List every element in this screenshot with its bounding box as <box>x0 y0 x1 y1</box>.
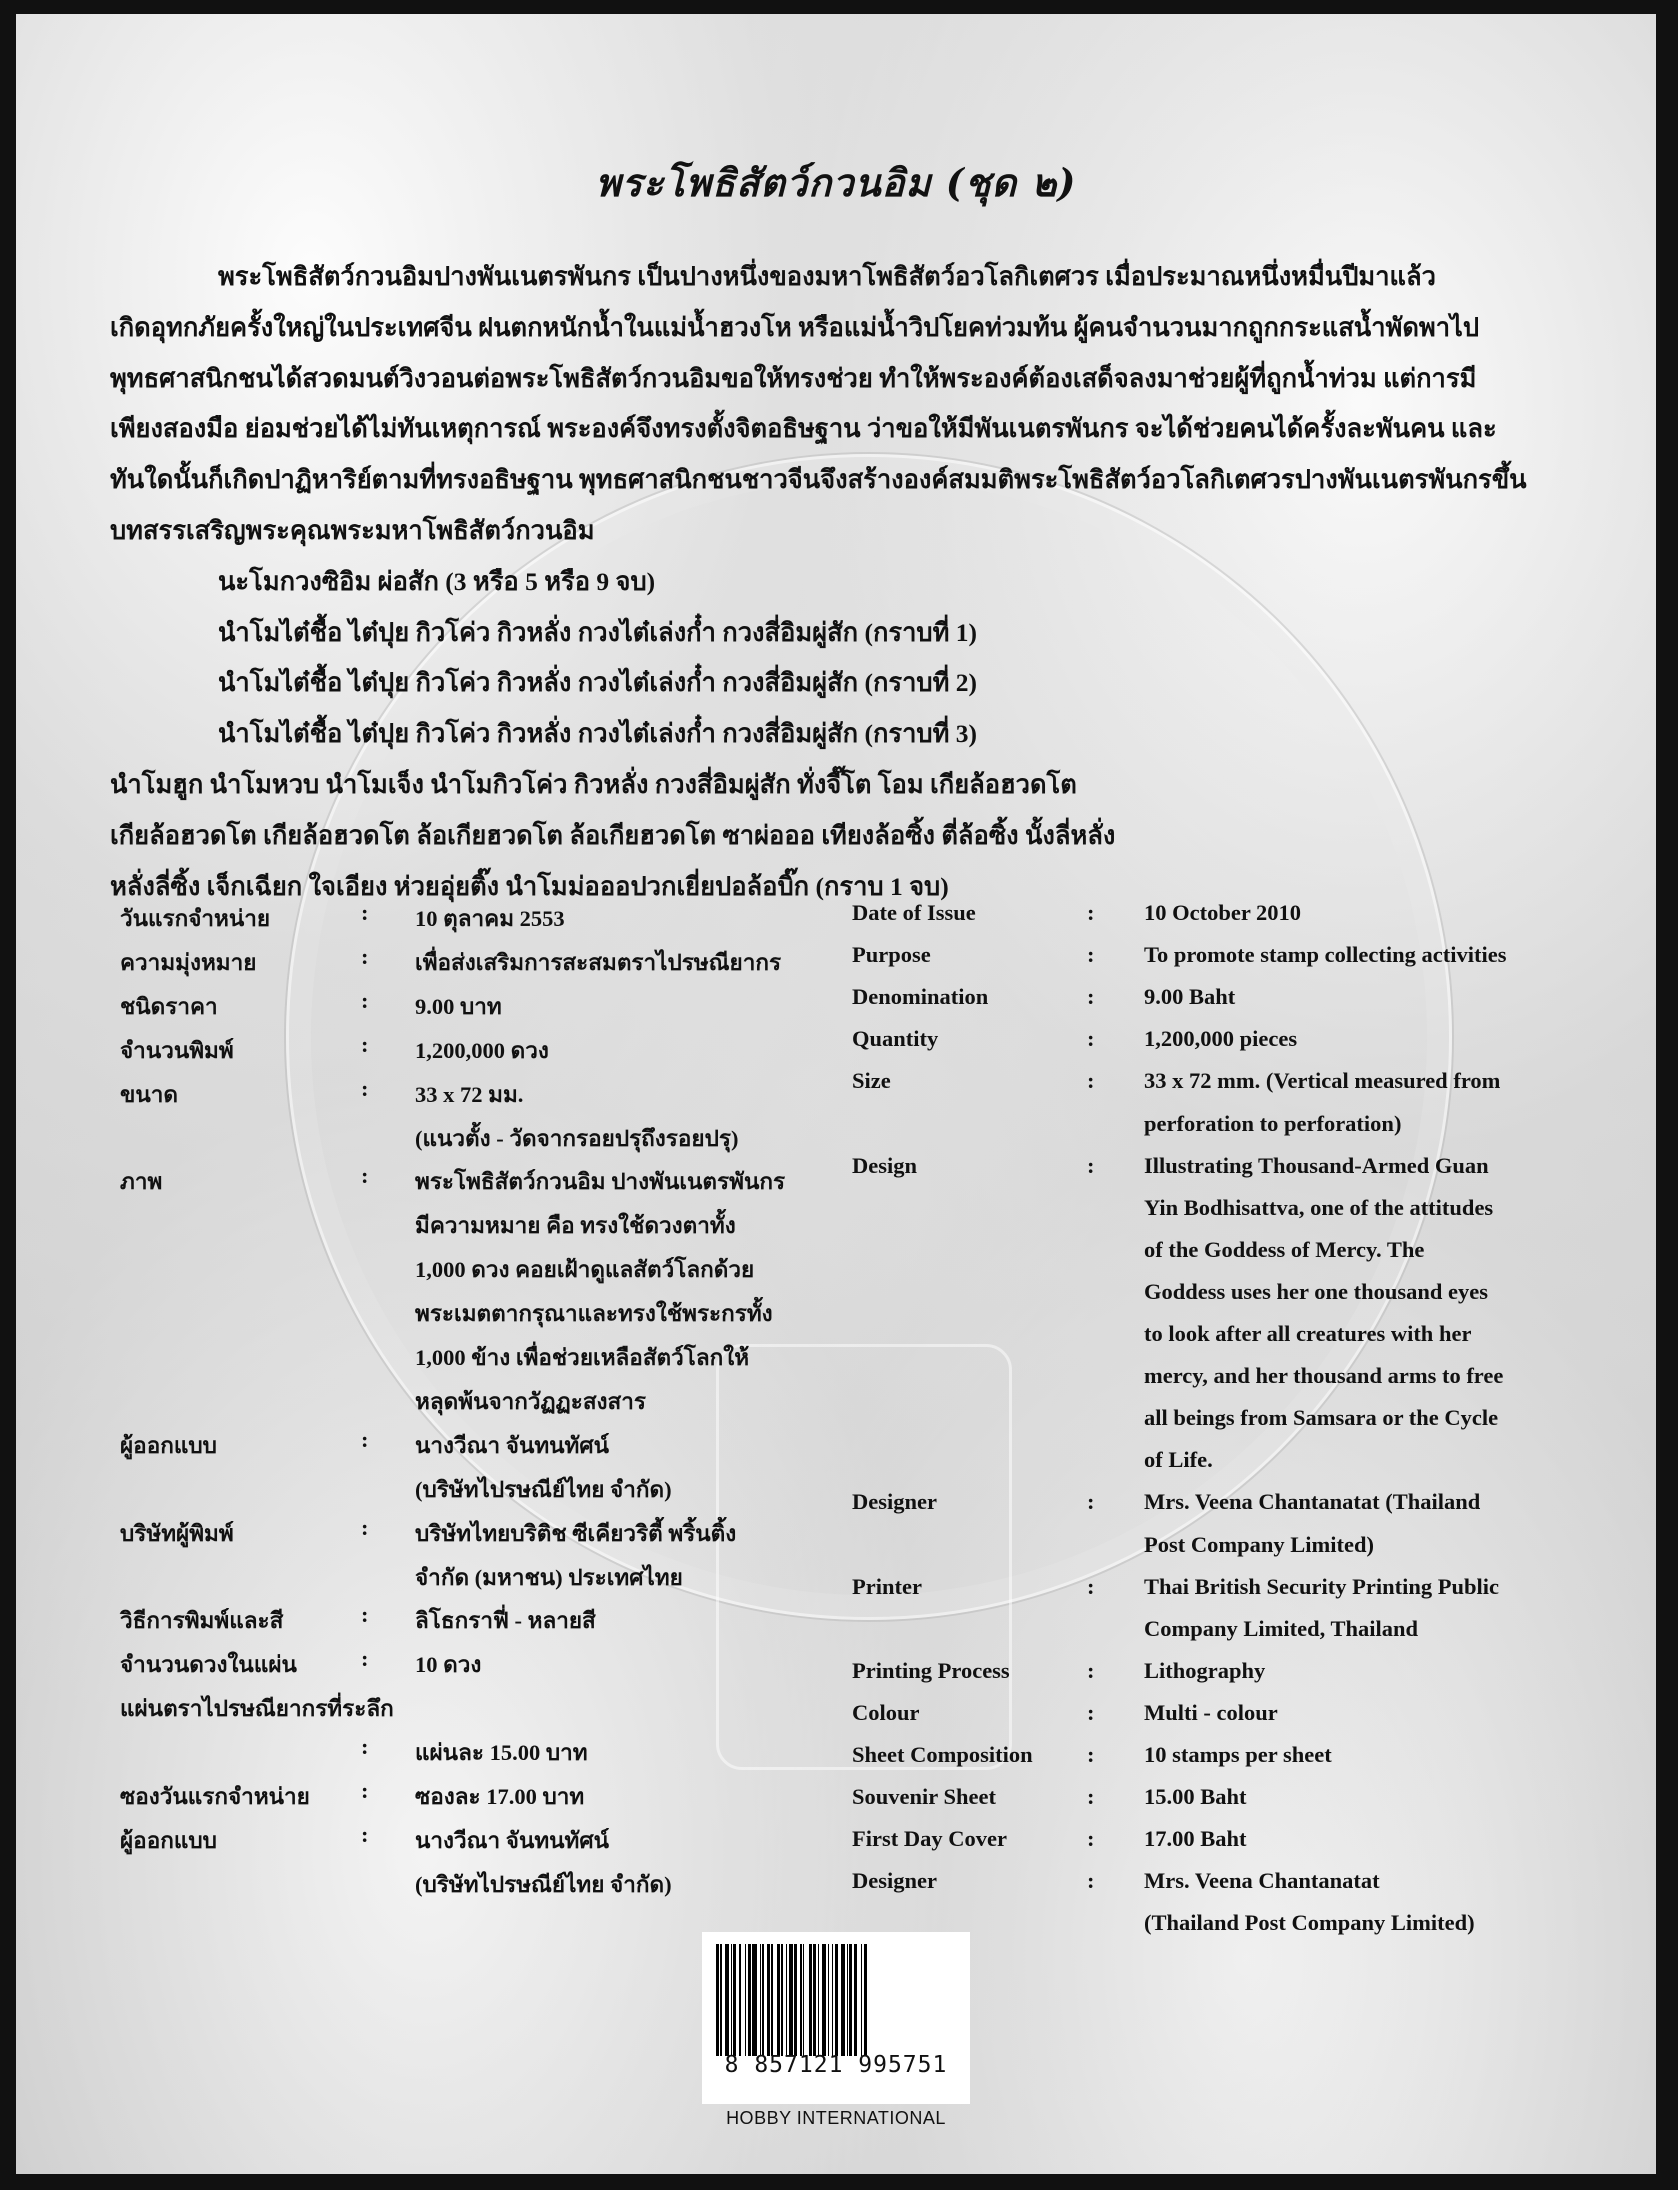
detail-label: Size <box>852 1068 891 1094</box>
detail-value: 1,200,000 pieces <box>1144 1026 1298 1052</box>
barcode-bar <box>854 1944 857 2056</box>
detail-value: 15.00 Baht <box>1144 1784 1247 1810</box>
detail-value: Mrs. Veena Chantanatat (Thailand <box>1144 1489 1481 1515</box>
detail-colon: : <box>361 1031 369 1057</box>
detail-label: Designer <box>852 1868 937 1894</box>
detail-value: ซองละ 17.00 บาท <box>415 1784 585 1809</box>
detail-value: of Life. <box>1144 1447 1213 1473</box>
barcode-bar <box>725 1944 729 2056</box>
detail-label: ขนาด <box>120 1081 179 1107</box>
barcode-bar <box>800 1944 801 2056</box>
barcode-bar <box>861 1944 862 2056</box>
detail-label: จำนวนพิมพ์ <box>120 1037 234 1063</box>
detail-value: perforation to perforation) <box>1144 1110 1402 1136</box>
detail-value: พระเมตตากรุณาและทรงใช้พระกรทั้ง <box>415 1301 773 1327</box>
page-title: พระโพธิสัตว์กวนอิม (ชุด ๒) <box>595 160 1077 205</box>
detail-value: mercy, and her thousand arms to free <box>1144 1363 1504 1389</box>
detail-colon: : <box>1087 1573 1095 1599</box>
barcode-bar <box>847 1944 848 2056</box>
detail-colon: : <box>361 1778 369 1803</box>
detail-value: Post Company Limited) <box>1144 1531 1374 1557</box>
detail-label: Date of Issue <box>852 900 976 925</box>
detail-label: Designer <box>852 1489 937 1515</box>
barcode-bar <box>822 1944 826 2056</box>
detail-label: ภาพ <box>120 1169 163 1195</box>
detail-value: 1,000 ข้าง เพื่อช่วยเหลือสัตว์โลกให้ <box>415 1345 750 1370</box>
barcode-bars <box>716 1944 956 2056</box>
detail-colon: : <box>1087 1026 1095 1052</box>
detail-label: First Day Cover <box>852 1826 1007 1852</box>
barcode-bar <box>762 1944 763 2056</box>
barcode-bar <box>760 1944 761 2056</box>
detail-colon: : <box>1087 1868 1095 1894</box>
detail-label: Design <box>852 1152 918 1178</box>
barcode-bar <box>731 1944 732 2056</box>
detail-colon: : <box>361 1821 369 1847</box>
detail-value: 9.00 Baht <box>1144 984 1236 1010</box>
detail-value: 33 x 72 มม. <box>415 1081 524 1107</box>
detail-value: 1,200,000 ดวง <box>415 1037 549 1063</box>
detail-value: all beings from Samsara or the Cycle <box>1144 1405 1499 1431</box>
barcode-bar <box>752 1944 756 2056</box>
detail-value: หลุดพ้นจากวัฏฏะสงสาร <box>415 1388 646 1414</box>
chant-line: นำโมไต๋ชื้อ ไต๋ปุย กิวโค่ว กิวหลั่ง กวงไต๋เล่งก๋ำ กวงสี่อิมผู่สัก (กราบที่ 2) <box>218 668 978 698</box>
publisher-name: HOBBY INTERNATIONAL <box>726 2108 946 2128</box>
detail-colon: : <box>1087 1152 1095 1178</box>
detail-value: 10 October 2010 <box>1144 900 1302 925</box>
detail-value: 10 ตุลาคม 2553 <box>415 906 565 931</box>
intro-text <box>110 252 1590 912</box>
barcode-number: 8 857121 995751 <box>724 2052 948 2078</box>
detail-label: วันแรกจำหน่าย <box>120 906 271 931</box>
detail-value: เพื่อส่งเสริมการสะสมตราไปรษณียากร <box>415 949 782 975</box>
barcode-bar <box>745 1944 746 2056</box>
detail-label: ผู้ออกแบบ <box>120 1432 217 1458</box>
intro-line: พุทธศาสนิกชนได้สวดมนต์วิงวอนต่อพระโพธิสัตว์กวนอิมขอให้ทรงช่วย ทำให้พระองค์ต้องเสด็จลงมาช่วยผู้ที่ถูกน้ำท่วม แต่การมี <box>110 363 1477 393</box>
detail-colon: : <box>1087 1826 1095 1852</box>
detail-value: 9.00 บาท <box>415 993 502 1019</box>
barcode-bar <box>849 1944 852 2056</box>
barcode-bar <box>716 1944 719 2056</box>
barcode-bar <box>786 1944 787 2056</box>
detail-label: Sheet Composition <box>852 1742 1033 1767</box>
detail-label: แผ่นตราไปรษณียากรที่ระลึก <box>120 1696 394 1722</box>
thai-details-table <box>120 900 820 1930</box>
detail-value: Mrs. Veena Chantanatat <box>1144 1868 1380 1894</box>
detail-colon: : <box>1087 900 1095 925</box>
detail-colon: : <box>1087 1657 1095 1683</box>
detail-label: วิธีการพิมพ์และสี <box>120 1608 284 1634</box>
detail-value: Yin Bodhisattva, one of the attitudes <box>1144 1194 1494 1220</box>
barcode-bar <box>832 1944 833 2056</box>
barcode-bar <box>813 1944 816 2056</box>
detail-colon: : <box>361 987 369 1013</box>
barcode-bar <box>771 1944 772 2056</box>
detail-colon: : <box>1087 1489 1095 1515</box>
detail-value: มีความหมาย คือ ทรงใช้ดวงตาทั้ง <box>415 1213 736 1239</box>
detail-value: Thai British Security Printing Public <box>1144 1573 1500 1599</box>
detail-colon: : <box>361 1163 369 1189</box>
detail-label: Quantity <box>852 1026 939 1052</box>
detail-value: 10 stamps per sheet <box>1144 1742 1332 1767</box>
detail-label: Souvenir Sheet <box>852 1784 996 1810</box>
detail-colon: : <box>361 1426 369 1452</box>
barcode-bar <box>781 1944 782 2056</box>
detail-colon: : <box>361 900 369 925</box>
chant-line: นำโมไต๋ชื้อ ไต๋ปุย กิวโค่ว กิวหลั่ง กวงไต๋เล่งก๋ำ กวงสี่อิมผู่สัก (กราบที่ 1) <box>218 617 978 647</box>
detail-colon: : <box>1087 984 1095 1010</box>
detail-value: นางวีณา จันทนทัศน์ <box>415 1432 610 1458</box>
chant-line: หลั่งลี่ซิ้ง เจ็กเฉียก ใจเอียง ห่วยอุ่ยติ๊ง นำโมม่อออปวกเยี่ยปอล้อบิ๊ก (กราบ 1 จบ) <box>110 871 949 901</box>
chant-line: เกียล้อฮวดโต เกียล้อฮวดโต ล้อเกียฮวดโต ล้อเกียฮวดโต ซาผ่อออ เทียงล้อซิ้ง ตี่ล้อซิ้ง นั้งลี่หลั่ง <box>110 820 1116 850</box>
detail-label: บริษัทผู้พิมพ์ <box>120 1520 234 1546</box>
detail-value: พระโพธิสัตว์กวนอิม ปางพันเนตรพันกร <box>415 1169 786 1195</box>
detail-label: Purpose <box>852 942 931 968</box>
detail-value: Illustrating Thousand-Armed Guan <box>1144 1152 1489 1178</box>
detail-label: ซองวันแรกจำหน่าย <box>120 1784 310 1809</box>
detail-value: บริษัทไทยบริติช ซีเคียวริตี้ พริ้นติ้ง <box>415 1520 737 1546</box>
detail-label: ชนิดราคา <box>120 993 218 1019</box>
detail-label: Printer <box>852 1573 922 1599</box>
detail-value: (แนวตั้ง - วัดจากรอยปรุถึงรอยปรุ) <box>415 1125 739 1151</box>
detail-value: จำกัด (มหาชน) ประเทศไทย <box>415 1564 683 1590</box>
barcode-bar <box>835 1944 838 2056</box>
detail-label: ความมุ่งหมาย <box>120 949 257 975</box>
chant-line: นำโมไต๋ชื้อ ไต๋ปุย กิวโค่ว กิวหลั่ง กวงไต๋เล่งก๋ำ กวงสี่อิมผู่สัก (กราบที่ 3) <box>218 719 978 749</box>
barcode-bar <box>809 1944 812 2056</box>
detail-label: Denomination <box>852 984 989 1010</box>
detail-value: แผ่นละ 15.00 บาท <box>415 1740 588 1766</box>
detail-colon: : <box>361 1075 369 1101</box>
detail-value: 17.00 Baht <box>1144 1826 1247 1852</box>
detail-value: To promote stamp collecting activities <box>1144 942 1507 968</box>
detail-label: Printing Process <box>852 1657 1010 1683</box>
detail-value: 33 x 72 mm. (Vertical measured from <box>1144 1068 1501 1094</box>
intro-line: เพียงสองมือ ย่อมช่วยได้ไม่ทันเหตุการณ์ พระองค์จึงทรงตั้งจิตอธิษฐาน ว่าขอให้มีพันเนตรพันกร จะได้ช่วยคนได้ครั้งละพันคน และ <box>110 414 1497 444</box>
detail-label: Colour <box>852 1699 920 1725</box>
chant-line: นะโมกวงซิอิม ผ่อสัก (3 หรือ 5 หรือ 9 จบ) <box>218 566 656 596</box>
barcode-bar <box>720 1944 721 2056</box>
detail-value: to look after all creatures with her <box>1144 1321 1472 1346</box>
detail-value: 1,000 ดวง คอยเฝ้าดูแลสัตว์โลกด้วย <box>415 1257 755 1283</box>
barcode-bar <box>739 1944 740 2056</box>
english-details-table <box>852 900 1642 1950</box>
detail-value: นางวีณา จันทนทัศน์ <box>415 1827 610 1853</box>
detail-value: (บริษัทไปรษณีย์ไทย จำกัด) <box>415 1476 672 1502</box>
detail-label: จำนวนดวงในแผ่น <box>120 1652 297 1678</box>
intro-line: บทสรรเสริญพระคุณพระมหาโพธิสัตว์กวนอิม <box>110 515 595 545</box>
detail-label: ผู้ออกแบบ <box>120 1827 217 1853</box>
barcode-bar <box>794 1944 797 2056</box>
detail-value: ลิโธกราฟี่ - หลายสี <box>415 1608 596 1634</box>
intro-line: ทันใดนั้นก็เกิดปาฏิหาริย์ตามที่ทรงอธิษฐาน พุทธศาสนิกชนชาวจีนจึงสร้างองค์สมมติพระโพธิสัตว์อวโลกิเตศวรปางพันเนตรพันกรขึ้น <box>110 465 1527 495</box>
intro-line: พระโพธิสัตว์กวนอิมปางพันเนตรพันกร เป็นปางหนึ่งของมหาโพธิสัตว์อวโลกิเตศวร เมื่อประมาณหนึ่งหมื่นปีมาแล้ว <box>218 262 1436 291</box>
chant-line: นำโมฮูก นำโมหวบ นำโมเจ็ง นำโมกิวโค่ว กิวหลั่ง กวงสี่อิมผู่สัก ทั่งจี๊โต โอม เกียล้อฮวดโต <box>110 769 1077 799</box>
detail-value: Company Limited, Thailand <box>1144 1615 1419 1641</box>
detail-value: Goddess uses her one thousand eyes <box>1144 1278 1489 1304</box>
detail-value: 10 ดวง <box>415 1652 482 1678</box>
detail-value: Multi - colour <box>1144 1699 1278 1725</box>
chant-block <box>110 557 1590 913</box>
barcode-bar <box>818 1944 819 2056</box>
detail-colon: : <box>1087 1742 1095 1767</box>
barcode-bar <box>803 1944 804 2056</box>
stamp-info-sheet <box>16 14 1656 2174</box>
detail-colon: : <box>361 943 369 969</box>
detail-value: of the Goddess of Mercy. The <box>1144 1236 1425 1262</box>
barcode <box>702 1932 970 2104</box>
detail-colon: : <box>1087 1699 1095 1725</box>
barcode-bar <box>748 1944 751 2056</box>
detail-colon: : <box>1087 1068 1095 1094</box>
barcode-bar <box>767 1944 770 2056</box>
detail-colon: : <box>361 1514 369 1540</box>
detail-colon: : <box>361 1602 369 1628</box>
barcode-bar <box>841 1944 845 2056</box>
barcode-bar <box>777 1944 780 2056</box>
detail-value: Lithography <box>1144 1657 1266 1683</box>
barcode-bar <box>733 1944 736 2056</box>
detail-colon: : <box>361 1646 369 1672</box>
detail-value: (บริษัทไปรษณีย์ไทย จำกัด) <box>415 1871 672 1897</box>
detail-colon: : <box>361 1734 369 1760</box>
barcode-bar <box>789 1944 793 2056</box>
barcode-bar <box>828 1944 829 2056</box>
detail-colon: : <box>1087 942 1095 968</box>
barcode-bar <box>864 1944 867 2056</box>
detail-colon: : <box>1087 1784 1095 1810</box>
detail-value: (Thailand Post Company Limited) <box>1144 1910 1475 1936</box>
intro-line: เกิดอุทกภัยครั้งใหญ่ในประเทศจีน ฝนตกหนักน้ำในแม่น้ำฮวงโห หรือแม่น้ำวิปโยคท่วมท้น ผู้คนจำนวนมากถูกกระแสน้ำพัดพาไป <box>110 312 1480 342</box>
